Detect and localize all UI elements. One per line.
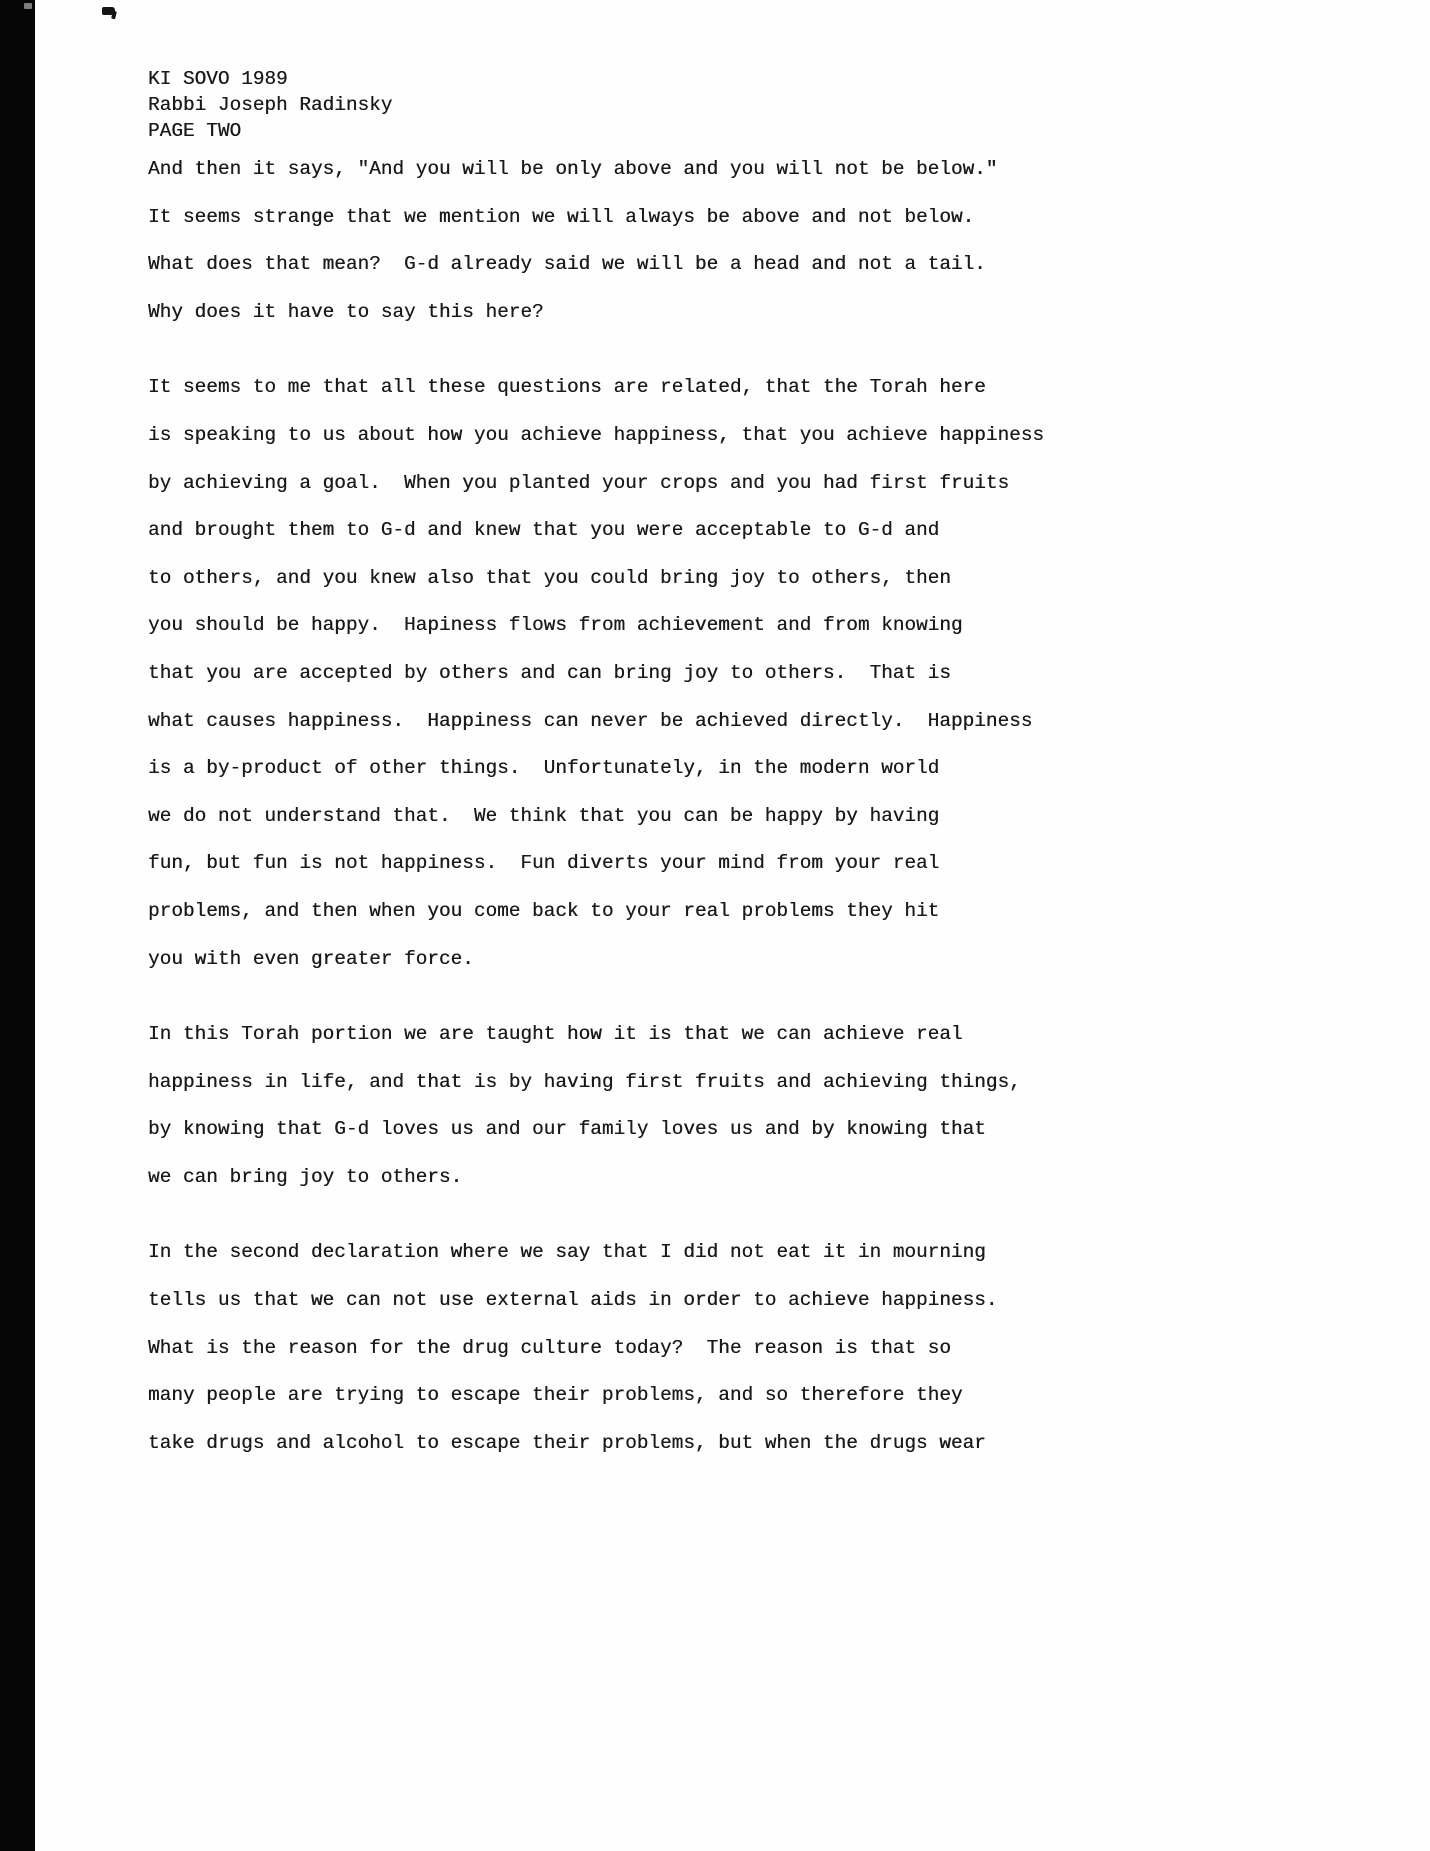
- text-line: What is the reason for the drug culture today? The reason is that so: [148, 1336, 951, 1359]
- text-line: Why does it have to say this here?: [148, 300, 544, 323]
- paragraph: [148, 364, 1298, 983]
- paragraph: [148, 1011, 1298, 1201]
- text-line: we can bring joy to others.: [148, 1165, 463, 1188]
- text-line: In the second declaration where we say that I did not eat it in mourning: [148, 1241, 986, 1264]
- text-line: tells us that we can not use external aids in order to achieve happiness.: [148, 1289, 998, 1312]
- header-line: Rabbi Joseph Radinsky: [148, 94, 393, 116]
- text-line: is speaking to us about how you achieve happiness, that you achieve happiness: [148, 423, 1044, 446]
- paragraph: [148, 1229, 1298, 1467]
- text-line: to others, and you knew also that you could bring joy to others, then: [148, 566, 951, 589]
- text-line: And then it says, "And you will be only above and you will not be below.": [148, 158, 998, 180]
- text-line: you with even greater force.: [148, 947, 474, 970]
- paragraph: [148, 146, 1298, 336]
- text-line: we do not understand that. We think that you can be happy by having: [148, 804, 940, 827]
- text-line: is a by-product of other things. Unfortunately, in the modern world: [148, 757, 940, 780]
- scan-speck: [24, 3, 32, 9]
- header-line: KI SOVO 1989: [148, 68, 288, 90]
- text-line: take drugs and alcohol to escape their problems, but when the drugs wear: [148, 1431, 986, 1454]
- header-line: PAGE TWO: [148, 120, 242, 142]
- text-line: It seems strange that we mention we will always be above and not below.: [148, 205, 975, 228]
- text-line: fun, but fun is not happiness. Fun diverts your mind from your real: [148, 852, 940, 875]
- text-line: In this Torah portion we are taught how it is that we can achieve real: [148, 1023, 963, 1046]
- text-line: that you are accepted by others and can bring joy to others. That is: [148, 661, 951, 684]
- left-scan-bar: [0, 0, 35, 1851]
- scan-speck: [102, 7, 115, 15]
- document-content: [148, 66, 1298, 1467]
- text-line: and brought them to G-d and knew that you were acceptable to G-d and: [148, 519, 940, 542]
- document-header: [148, 66, 1298, 144]
- text-line: many people are trying to escape their problems, and so therefore they: [148, 1384, 963, 1407]
- text-line: by knowing that G-d loves us and our family loves us and by knowing that: [148, 1118, 986, 1141]
- text-line: problems, and then when you come back to your real problems they hit: [148, 899, 940, 922]
- text-line: by achieving a goal. When you planted your crops and you had first fruits: [148, 471, 1010, 494]
- text-line: what causes happiness. Happiness can never be achieved directly. Happiness: [148, 709, 1033, 732]
- text-line: It seems to me that all these questions are related, that the Torah here: [148, 376, 986, 399]
- text-line: happiness in life, and that is by having first fruits and achieving things,: [148, 1070, 1021, 1093]
- document-body: [148, 146, 1298, 1467]
- text-line: What does that mean? G-d already said we will be a head and not a tail.: [148, 253, 986, 276]
- text-line: you should be happy. Hapiness flows from achievement and from knowing: [148, 614, 963, 637]
